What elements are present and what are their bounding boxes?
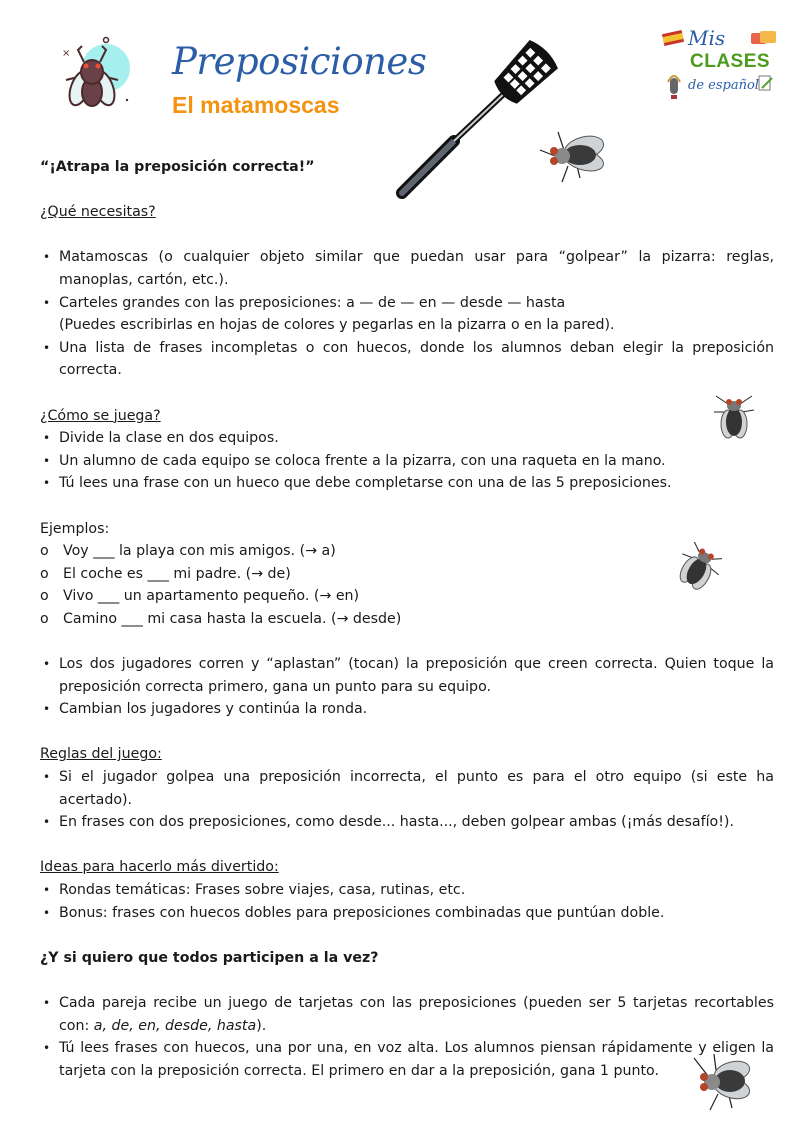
spain-flag-icon (662, 30, 684, 46)
after-list (40, 653, 774, 721)
rules-list (40, 766, 774, 834)
intro-heading: “¡Atrapa la preposición correcta!” (40, 159, 315, 175)
list-item: • Rondas temáticas: Frases sobre viajes, casa, rutinas, etc. (40, 879, 774, 902)
section-heading-needs: ¿Qué necesitas? (40, 204, 156, 221)
speech-bubbles-icon (750, 30, 778, 50)
preposition-list-italic: a, de, en, desde, hasta (93, 1017, 257, 1034)
logo-line-clases: CLASES (690, 51, 771, 72)
all-list (40, 992, 774, 1082)
svg-text:×: × (62, 48, 71, 59)
list-item: • Si el jugador golpea una preposición incorrecta, el punto es para el otro equipo (si este ha acertado). (40, 766, 774, 811)
list-item: • En frases con dos preposiciones, como desde... hasta..., deben golpear ambas (¡más desafío!). (40, 811, 774, 834)
examples-heading: Ejemplos: (40, 520, 110, 537)
section-heading-how: ¿Cómo se juega? (40, 407, 161, 424)
section-heading-all: ¿Y si quiero que todos participen a la vez? (40, 949, 379, 966)
example-item: o El coche es ___ mi padre. (→ de) (40, 563, 774, 586)
list-item: • Una lista de frases incompletas o con huecos, donde los alumnos deban elegir la preposición correcta. (40, 337, 774, 382)
document-body (40, 156, 774, 1082)
list-item: • Los dos jugadores corren y “aplastan” (tocan) la preposición que creen correcta. Quien toque la preposición correcta primero, gana un punto para su equipo. (40, 653, 774, 698)
example-item: o Vivo ___ un apartamento pequeño. (→ en) (40, 585, 774, 608)
ideas-list (40, 879, 774, 924)
microphone-headphones-icon (666, 70, 682, 100)
needs-list (40, 246, 774, 382)
list-item: • Tú lees una frase con un hueco que debe completarse con una de las 5 preposiciones. (40, 472, 774, 495)
list-item: • Matamoscas (o cualquier objeto similar que puedan usar para “golpear” la pizarra: reglas, manoplas, cartón, etc.). (40, 246, 774, 291)
example-item: o Camino ___ mi casa hasta la escuela. (→ desde) (40, 608, 774, 631)
section-heading-rules: Reglas del juego: (40, 746, 162, 763)
page-subtitle: El matamoscas (172, 92, 340, 118)
list-item: • Cambian los jugadores y continúa la ronda. (40, 698, 774, 721)
list-item: • Tú lees frases con huecos, una por una, en voz alta. Los alumnos piensan rápidamente y eligen la tarjeta con la preposición correcta. El primero en dar a la preposición, gana 1 punto. (40, 1037, 774, 1082)
list-item: • Bonus: frases con huecos dobles para preposiciones combinadas que puntúan doble. (40, 902, 774, 925)
notepad-pencil-icon (758, 74, 774, 92)
list-item: • Un alumno de cada equipo se coloca frente a la pizarra, con una raqueta en la mano. (40, 450, 774, 473)
list-item: • Carteles grandes con las preposiciones: a — de — en — desde — hasta (Puedes escribirlas en hojas de colores y pegarlas en la pizarra o en la pared). (40, 292, 774, 337)
fly-logo-icon (54, 36, 138, 112)
page-title: Preposiciones (172, 40, 427, 83)
list-item: • Divide la clase en dos equipos. (40, 427, 774, 450)
example-item: o Voy ___ la playa con mis amigos. (→ a) (40, 540, 774, 563)
how-list (40, 427, 774, 495)
logo-line-espanol: de español (688, 78, 759, 93)
mis-clases-logo (660, 26, 780, 106)
section-heading-ideas: Ideas para hacerlo más divertido: (40, 859, 279, 876)
list-item-note: (Puedes escribirlas en hojas de colores y pegarlas en la pizarra o en la pared). (59, 317, 615, 334)
logo-line-mis: Mis (688, 26, 726, 50)
examples-list (40, 540, 774, 630)
list-item: • Cada pareja recibe un juego de tarjetas con las preposiciones (pueden ser 5 tarjetas recortables con: a, de, en, desde, hasta). (40, 992, 774, 1037)
